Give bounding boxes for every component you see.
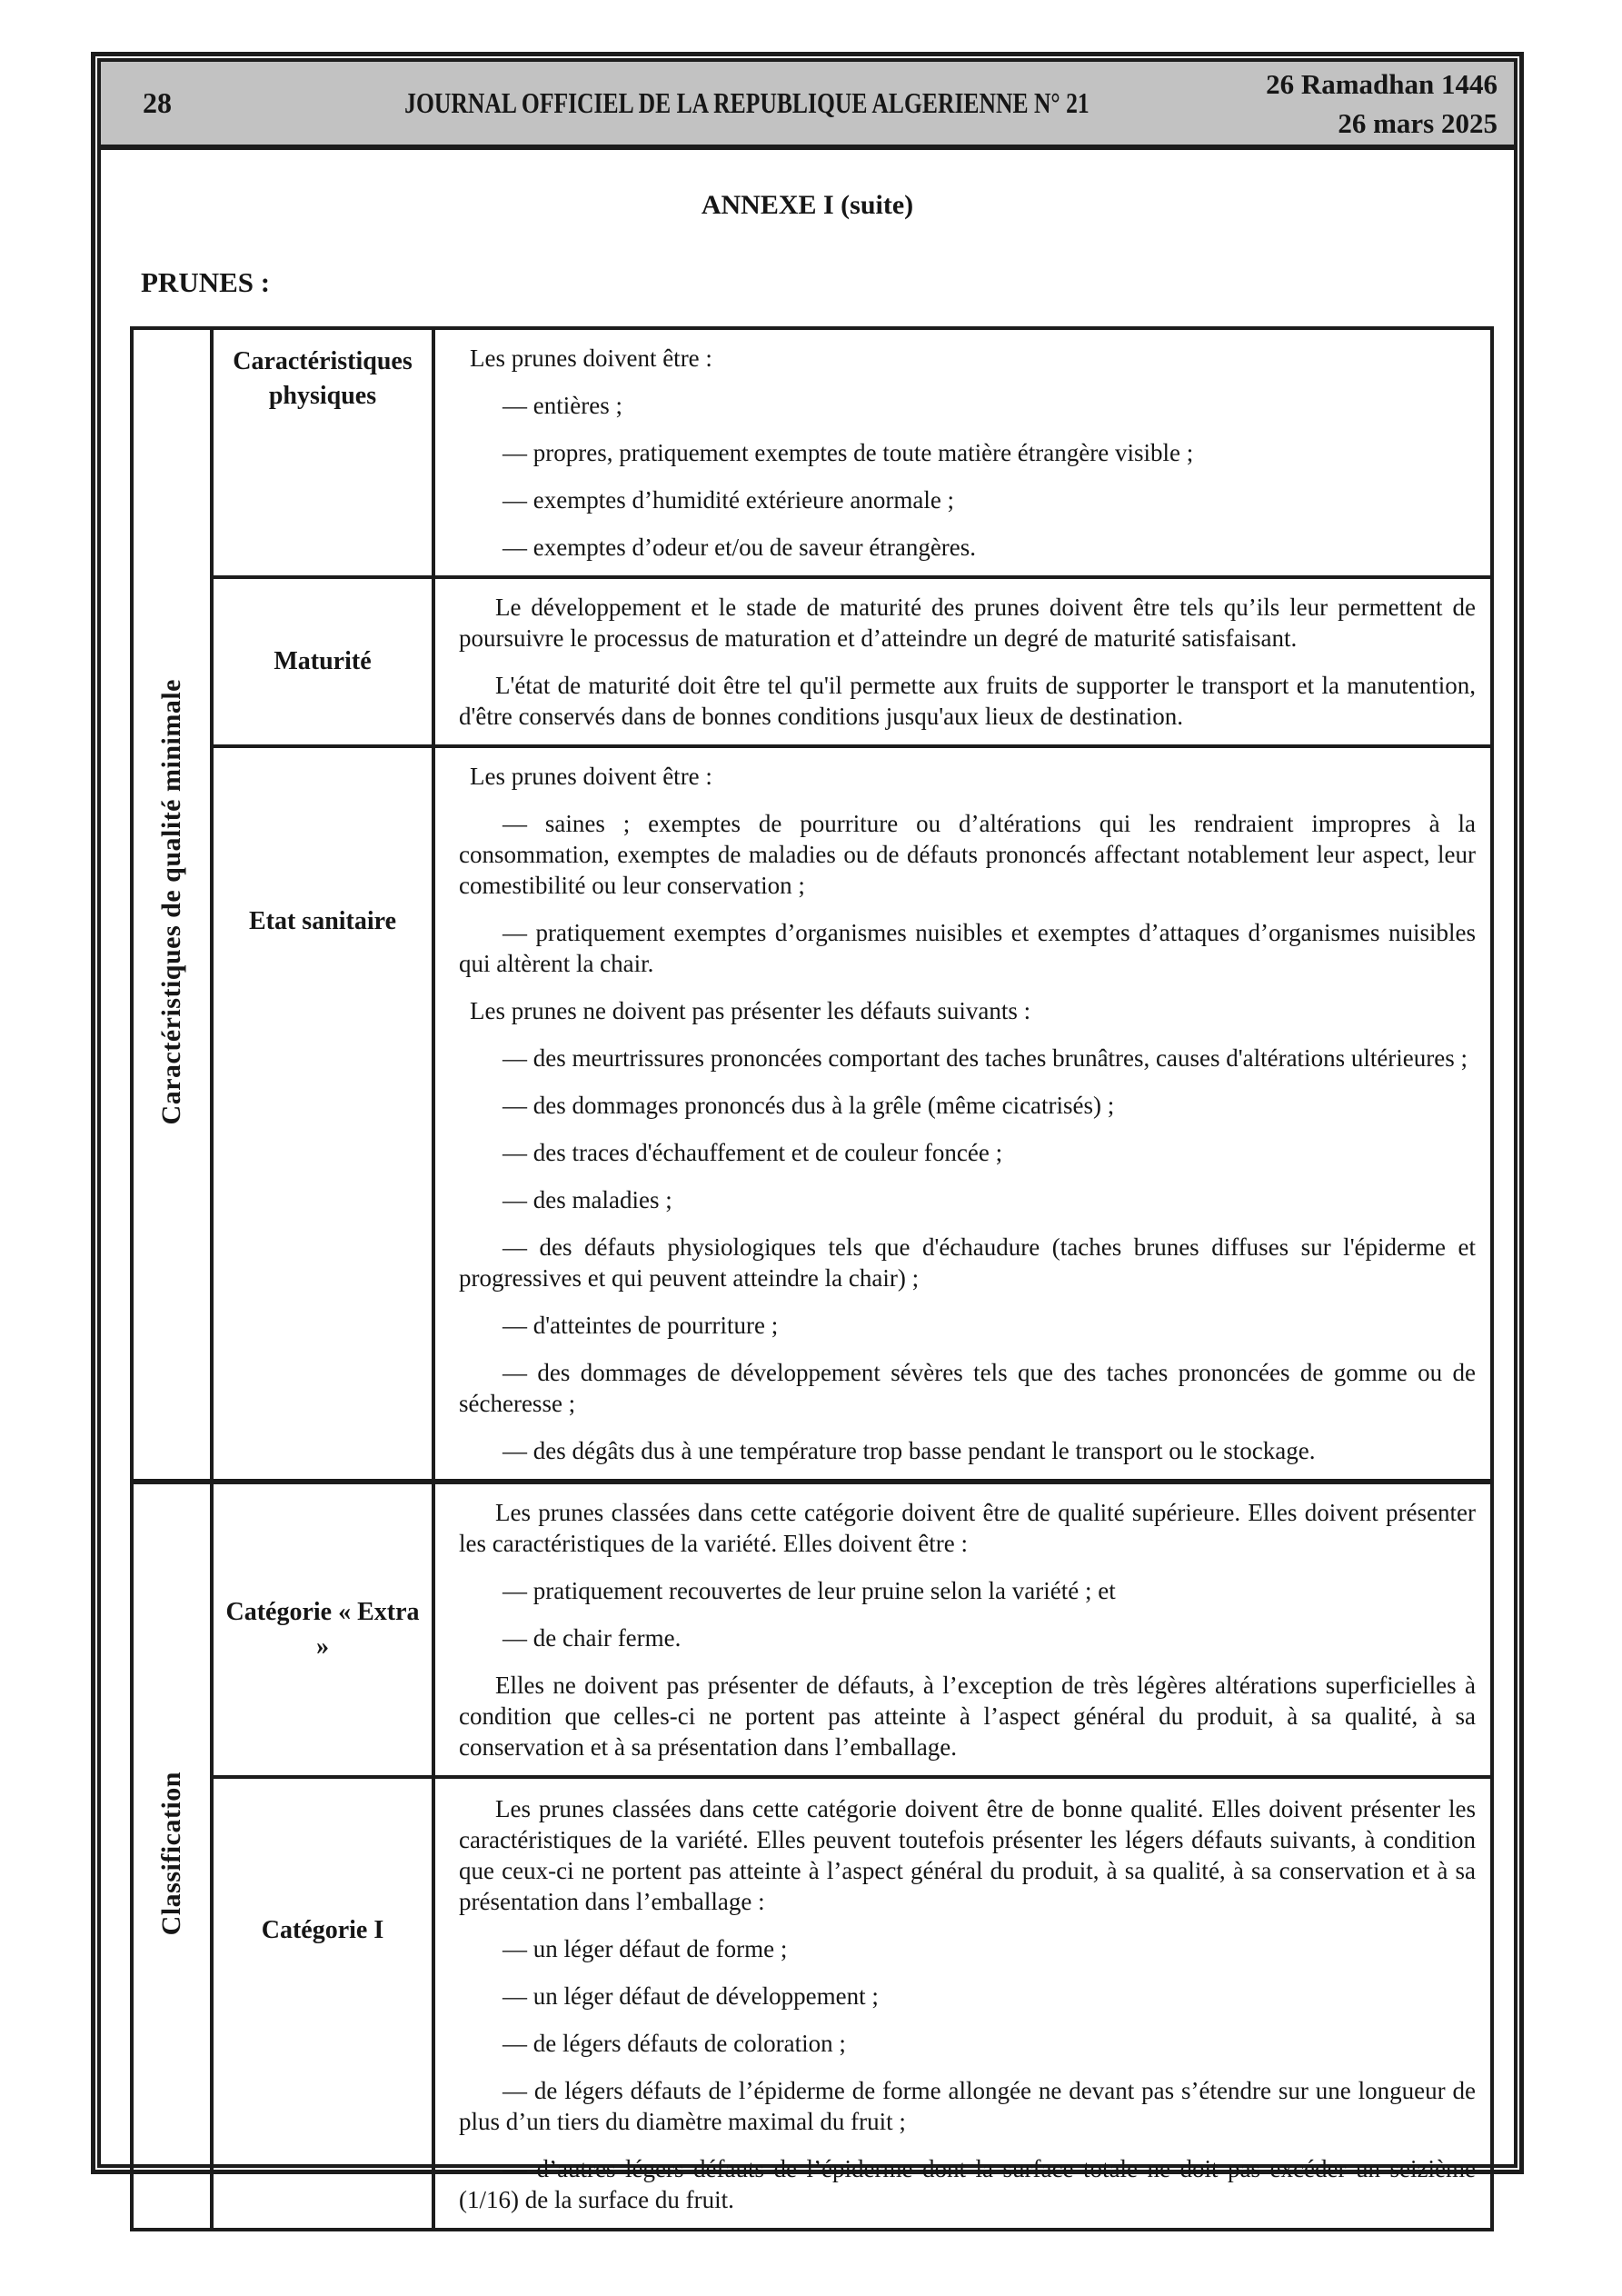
row-label-etat-sanitaire: Etat sanitaire — [212, 746, 433, 1482]
paragraph: — des dégâts dus à une température trop basse pendant le transport ou le stockage. — [503, 1437, 1316, 1464]
page-frame-outer — [91, 52, 1524, 2213]
row-content-categorie-1 — [433, 1777, 1492, 2230]
paragraph: — des dommages prononcés dus à la grêle (même cicatrisés) ; — [503, 1092, 1115, 1119]
paragraph: Les prunes ne doivent pas présenter les défauts suivants : — [470, 997, 1031, 1024]
paragraph: — d'atteintes de pourriture ; — [503, 1312, 779, 1339]
paragraph: Le développement et le stade de maturité des prunes doivent être tels qu’ils leur permettent de poursuivre le processus de maturation et d’atteindre un degré de maturité satisfaisant. — [459, 594, 1476, 652]
paragraph: — des maladies ; — [503, 1186, 672, 1213]
group-cell-classification — [132, 1482, 212, 2230]
paragraph: L'état de maturité doit être tel qu'il permette aux fruits de supporter le transport et la manutention, d'être conservés dans de bonnes conditions jusqu'aux lieux de destination. — [459, 672, 1476, 730]
paragraph: Les prunes classées dans cette catégorie doivent être de qualité supérieure. Elles doivent présenter les caractéristiques de la variété. Elles doivent être : — [459, 1499, 1476, 1557]
row-label-caracteristiques-physiques: Caractéristiques physiques — [212, 328, 433, 577]
paragraph: Les prunes doivent être : — [470, 344, 712, 372]
paragraph: — propres, pratiquement exemptes de toute matière étrangère visible ; — [503, 439, 1194, 466]
date-hijri: 26 Ramadhan 1446 — [1266, 67, 1498, 100]
vertical-group-label: Classification — [156, 1772, 186, 1936]
header-band — [101, 62, 1514, 150]
paragraph: — entières ; — [503, 392, 622, 419]
row-label-maturite: Maturité — [212, 577, 433, 746]
vertical-group-label: Caractéristiques de qualité minimale — [156, 679, 186, 1125]
paragraph: — exemptes d’humidité extérieure anormale ; — [503, 486, 955, 514]
row-label-categorie-extra: Catégorie « Extra » — [212, 1482, 433, 1777]
paragraph: — exemptes d’odeur et/ou de saveur étrangères. — [503, 534, 977, 561]
date-block — [1266, 65, 1514, 143]
paragraph: — de légers défauts de l’épiderme de forme allongée ne devant pas s’étendre sur une longueur de plus d’un tiers du diamètre maximal du fruit ; — [459, 2077, 1476, 2135]
paragraph: Les prunes classées dans cette catégorie doivent être de bonne qualité. Elles doivent présenter les caractéristiques de la variété. Elles peuvent toutefois présenter les légers défauts suivants, à condition que ceux-ci ne portent pas atteinte à l’aspect général du produit, à sa qualité, à sa conservation et à sa présentation dans l’emballage : — [459, 1795, 1476, 1915]
date-gregorian: 26 mars 2025 — [1338, 106, 1498, 139]
paragraph: — des meurtrissures prononcées comportant des taches brunâtres, causes d'altérations ultérieures ; — [503, 1044, 1468, 1072]
paragraph: — des dommages de développement sévères tels que des taches prononcées de gomme ou de sécheresse ; — [459, 1359, 1476, 1417]
annexe-title: ANNEXE I (suite) — [701, 190, 914, 220]
paragraph: — saines ; exemptes de pourriture ou d’altérations qui les rendraient impropres à la consommation, exemptes de maladies ou de défauts prononcés affectant notablement leur aspect, leur comestibilité ou leur conservation ; — [459, 810, 1476, 899]
paragraph: — un léger défaut de forme ; — [503, 1935, 788, 1962]
paragraph: Elles ne doivent pas présenter de défauts, à l’exception de très légères altérations superficielles à condition que celles-ci ne portent pas atteinte à l’aspect général du produit, à sa qualité, à sa conservation et à sa présentation dans l’emballage. — [459, 1672, 1476, 1761]
row-content-categorie-extra — [433, 1482, 1492, 1777]
row-label-categorie-1: Catégorie I — [212, 1777, 433, 2230]
paragraph: — d’autres légers défauts de l’épiderme dont la surface totale ne doit pas excéder un seizième (1/16) de la surface du fruit. — [459, 2155, 1476, 2213]
paragraph: Les prunes doivent être : — [470, 763, 712, 790]
paragraph: — un léger défaut de développement ; — [503, 1982, 879, 2010]
paragraph: — pratiquement exemptes d’organismes nuisibles et exemptes d’attaques d’organismes nuisibles qui altèrent la chair. — [459, 919, 1476, 977]
journal-title-text: JOURNAL OFFICIEL DE LA REPUBLIQUE ALGERIENNE N° 21 — [404, 86, 1090, 119]
row-content-etat-sanitaire — [433, 746, 1492, 1482]
row-content-maturite — [433, 577, 1492, 746]
table-row — [132, 1482, 1492, 1777]
paragraph: — pratiquement recouvertes de leur pruine selon la variété ; et — [503, 1577, 1116, 1604]
table-row — [132, 746, 1492, 1482]
paragraph: — des traces d'échauffement et de couleur foncée ; — [503, 1139, 1003, 1166]
table-row — [132, 1777, 1492, 2230]
page-frame-inner — [97, 58, 1518, 2213]
paragraph: — de légers défauts de coloration ; — [503, 2030, 846, 2057]
prunes-spec-table — [130, 326, 1494, 2231]
table-row — [132, 577, 1492, 746]
row-content-caracteristiques-physiques — [433, 328, 1492, 577]
group-cell-qualite-minimale — [132, 328, 212, 1482]
journal-title — [228, 86, 1266, 120]
table-row — [132, 328, 1492, 577]
section-label: PRUNES : — [141, 266, 271, 298]
page-number: 28 — [143, 86, 172, 119]
paragraph: — de chair ferme. — [503, 1624, 682, 1652]
paragraph: — des défauts physiologiques tels que d'échaudure (taches brunes diffuses sur l'épiderme et progressives et qui peuvent atteindre la chair) ; — [459, 1233, 1476, 1292]
